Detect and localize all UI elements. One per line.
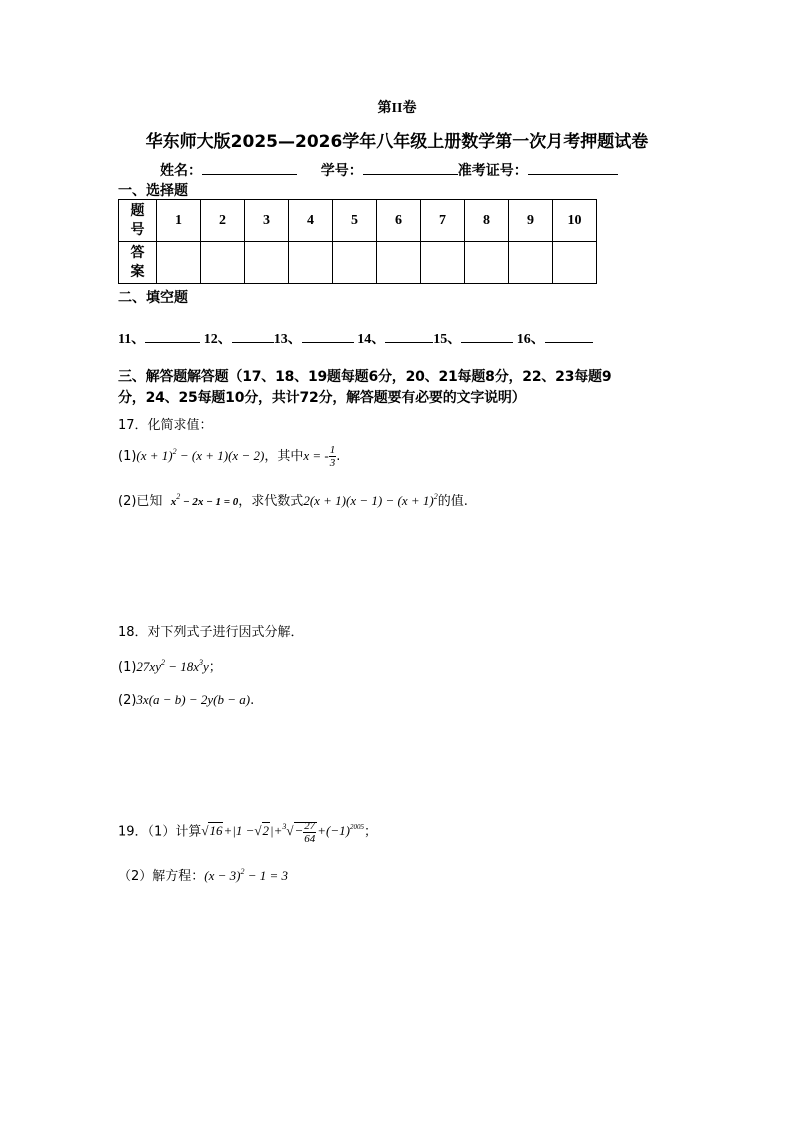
table-cell-number: 8 [465, 200, 509, 242]
answer-cell[interactable] [465, 242, 509, 284]
table-cell-number: 5 [333, 200, 377, 242]
blank-label-14: 14、 [357, 332, 386, 347]
answer-cell[interactable] [509, 242, 553, 284]
blank-field-15[interactable] [461, 328, 513, 343]
volume-label: 第II卷 [377, 101, 417, 116]
blank-field-11[interactable] [145, 328, 200, 343]
blank-field-14[interactable] [385, 328, 433, 343]
table-cell-number: 7 [421, 200, 465, 242]
answer-table [118, 199, 597, 284]
student-info-row [160, 160, 618, 180]
blank-label-16: 16、 [516, 332, 545, 347]
student-id-label: 学号： [320, 163, 363, 179]
table-cell-number: 9 [509, 200, 553, 242]
blank-field-12[interactable] [232, 328, 274, 343]
answer-cell[interactable] [421, 242, 465, 284]
blank-label-13: 13、 [273, 332, 302, 347]
exam-number-field[interactable] [528, 160, 618, 175]
answer-cell[interactable] [333, 242, 377, 284]
answer-cell[interactable] [201, 242, 245, 284]
answer-cell[interactable] [553, 242, 597, 284]
question-number-header: 题 号 [119, 200, 157, 242]
table-cell-number: 1 [157, 200, 201, 242]
answer-cell[interactable] [289, 242, 333, 284]
table-row-numbers [119, 200, 597, 242]
blank-label-15: 15、 [433, 332, 462, 347]
q19-part2: （2）解方程：$(x - 3)^2 - 1 = 3$ [118, 867, 289, 884]
q17-title: 17．化简求值： [118, 418, 213, 433]
table-cell-number: 6 [377, 200, 421, 242]
exam-number-label: 准考证号： [457, 163, 528, 179]
section3-title-line2: 分，24、25每题10分，共计72分，解答题要有必要的文字说明） [118, 390, 526, 406]
blank-field-13[interactable] [302, 328, 354, 343]
name-label: 姓名： [160, 163, 202, 179]
blank-label-12: 12、 [203, 332, 232, 347]
exam-title: 华东师大版2025—2026学年八年级上册数学第一次月考押题试卷 [145, 132, 649, 152]
section1-title: 一、选择题 [118, 183, 188, 199]
table-cell-number: 10 [553, 200, 597, 242]
section3-title-line1: 三、解答题解答题（17、18、19题每题6分，20、21每题8分，22、23每题9 [118, 369, 612, 385]
fill-blank-row [118, 328, 593, 348]
table-row-answers [119, 242, 597, 284]
student-id-field[interactable] [363, 160, 458, 175]
table-cell-number: 4 [289, 200, 333, 242]
q18-title: 18．对下列式子进行因式分解． [118, 625, 304, 640]
table-cell-number: 3 [245, 200, 289, 242]
q18-part2: (2)3x(a − b) − 2y(b − a). [118, 692, 255, 708]
blank-field-16[interactable] [545, 328, 593, 343]
q19-part1: 19．（1）计算√16+|1 −√2|+$^3$√− $\frac{27}{64}$ $+(-1)^{2005}$； [118, 820, 377, 845]
table-cell-number: 2 [201, 200, 245, 242]
q17-part2: (2)已知 $x^2 - 2x - 1 = 0$，求代数式$2(x + 1)(x - 1) - (x + 1)^2$的值. [118, 492, 468, 509]
section2-title: 二、填空题 [118, 290, 188, 306]
q18-part1: $(1)27xy^2 - 18x^3y$； [118, 658, 222, 675]
answer-cell[interactable] [377, 242, 421, 284]
answer-header: 答 案 [119, 242, 157, 284]
answer-cell[interactable] [245, 242, 289, 284]
answer-cell[interactable] [157, 242, 201, 284]
q17-part1: $(1)(x + 1)^2 - (x + 1)(x - 2)$，其中x = - $\frac{1}{3}$ . [118, 444, 341, 469]
blank-label-11: 11、 [118, 332, 146, 347]
name-field[interactable] [202, 160, 297, 175]
